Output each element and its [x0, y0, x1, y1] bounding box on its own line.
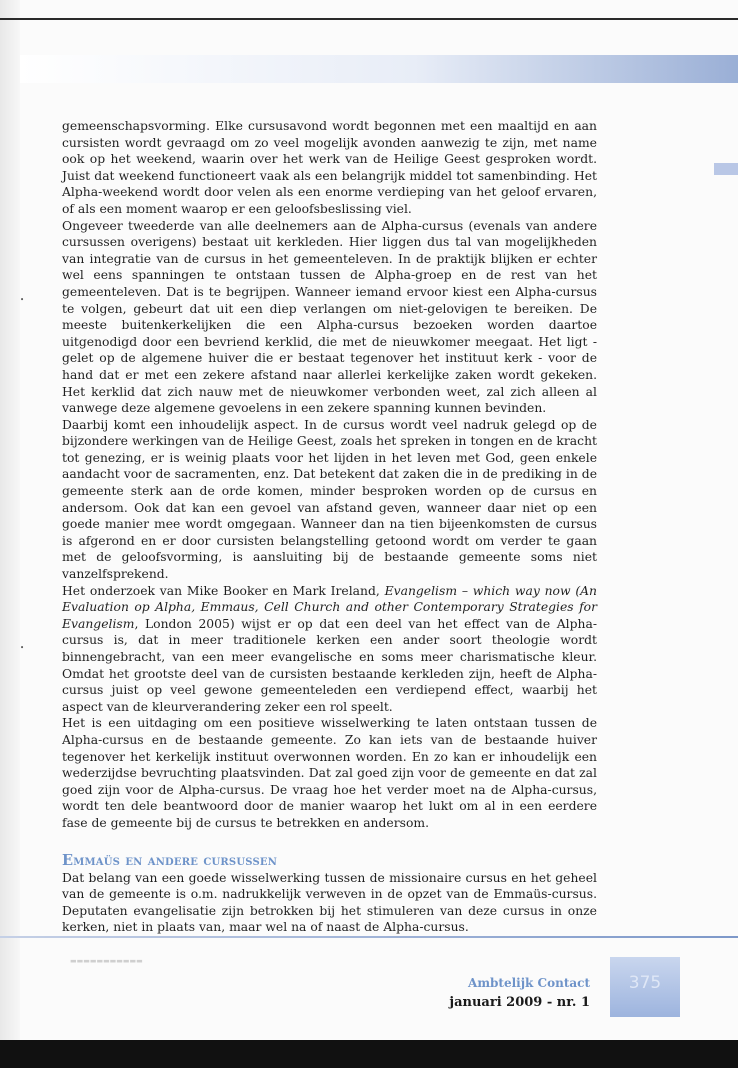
- research-intro: Het onderzoek van Mike Booker en Mark Ireland,: [62, 583, 385, 598]
- page-binding-shadow: [0, 0, 20, 1060]
- top-rule: [0, 18, 738, 20]
- margin-dot: •: [20, 296, 25, 304]
- paragraph: Ongeveer tweederde van alle deelnemers aan de Alpha-cursus (evenals van andere cursussen overigens) bestaat uit kerkleden. Hier liggen dus tal van mogelijkheden van integratie van de cursus in het gemeenteleven. In de praktijk blijken er echter wel eens spanningen te ontstaan tussen de Alpha-groep en de rest van het gemeenteleven. Dat is te begrijpen. Wanneer iemand ervoor kiest een Alpha-cursus te volgen, gebeurt dat uit een diep verlangen om niet-gelovigen te bereiken. De meeste buitenkerkelijken die een Alpha-cursus bezoeken worden daartoe uitgenodigd door een bevriend kerklid, die met de nieuwkomer meegaat. Het ligt - gelet op de algemene huiver die er bestaat tegenover het instituut kerk - voor de hand dat er met een zekere afstand naar allerlei kerkelijke zaken wordt gekeken. Het kerklid dat zich nauw met de nieuwkomer verbonden weet, zal zich alleen al vanwege deze algemene gevoelens in een zekere spanning kunnen bevinden.: [62, 218, 597, 416]
- article-body: [62, 118, 597, 936]
- paragraph: Daarbij komt een inhoudelijk aspect. In de cursus wordt veel nadruk gelegd op de bijzondere werkingen van de Heilige Geest, zoals het spreken in tongen en de kracht tot genezing, er is weinig plaats voor het lijden in het leven met God, geen enkele aandacht voor de sacramenten, enz. Dat betekent dat zaken die in de prediking in de gemeente sterk aan de orde komen, minder besproken worden op de cursus en andersom. Ook dat kan een gevoel van afstand geven, wanneer daar niet op een goede manier mee wordt omgegaan. Wanneer dan na tien bijeenkomsten de cursus is afgerond en er door cursisten belangstelling getoond wordt om verder te gaan met de geloofsvorming, is aansluiting bij de bestaande gemeente soms niet vanzelfsprekend.: [62, 417, 597, 582]
- margin-dot: •: [20, 644, 25, 652]
- issue-info: januari 2009 - nr. 1: [449, 995, 590, 1010]
- journal-name: Ambtelijk Contact: [468, 976, 590, 990]
- faint-footer-mark: ▬▬▬▬▬▬▬▬▬▬▬: [70, 957, 143, 965]
- section-heading: Emmaüs en andere cursussen: [62, 851, 278, 869]
- research-text: , London 2005) wijst er op dat een deel van het effect van de Alpha-cursus is, dat in meer traditionele kerken een ander soort theologie wordt binnengebracht, van een meer evangelische en soms meer charismatische kleur. Omdat het grootste deel van de cursisten bestaande kerkleden zijn, heeft de Alpha-cursus juist op veel gewone gemeenteleden een verdiepend effect, waarbij het aspect van de kleurverandering zeker een rol speelt.: [62, 616, 597, 714]
- footer-rule: [0, 936, 738, 938]
- paragraph-research: [62, 583, 597, 716]
- paragraph: gemeenschapsvorming. Elke cursusavond wordt begonnen met een maaltijd en aan cursisten wordt gevraagd om zo veel mogelijk avonden aanwezig te zijn, met name ook op het weekend, waarin over het werk van de Heilige Geest gesproken wordt. Juist dat weekend functioneert vaak als een belangrijk middel tot samenbinding. Het Alpha-weekend wordt door velen als een enorme verdieping van het geloof ervaren, of als een moment waarop er een geloofsbeslissing viel.: [62, 119, 597, 216]
- paragraph: Dat belang van een goede wisselwerking tussen de missionaire cursus en het geheel van de gemeente is o.m. nadrukkelijk verweven in de opzet van de Emmaüs-cursus. Deputaten evangelisatie zijn betrokken bij het stimuleren van deze cursus in onze kerken, niet in plaats van, maar wel na of naast de Alpha-cursus.: [62, 870, 597, 935]
- side-color-marker: [714, 163, 738, 175]
- page-number: 375: [628, 973, 662, 993]
- header-color-band: [20, 55, 738, 83]
- book-title: Evangelism – which way now (An Evaluation op Alpha, Emmaus, Cell Church and other Contemporary Strategies for Evangelism: [62, 583, 598, 631]
- paragraph: Het is een uitdaging om een positieve wisselwerking te laten ontstaan tussen de Alpha-cursus en de bestaande gemeente. Zo kan iets van de bestaande huiver tegenover het kerkelijk instituut overwonnen worden. En zo kan er inhoudelijk een wederzijdse bevruchting plaatsvinden. Dat zal goed zijn voor de gemeente en dat zal goed zijn voor de Alpha-cursus. De vraag hoe het verder moet na de Alpha-cursus, wordt ten dele beantwoord door de manier waarop het lukt om al in een eerdere fase de gemeente bij de cursus te betrekken en andersom.: [62, 716, 597, 830]
- scan-bottom-edge: [0, 1040, 738, 1068]
